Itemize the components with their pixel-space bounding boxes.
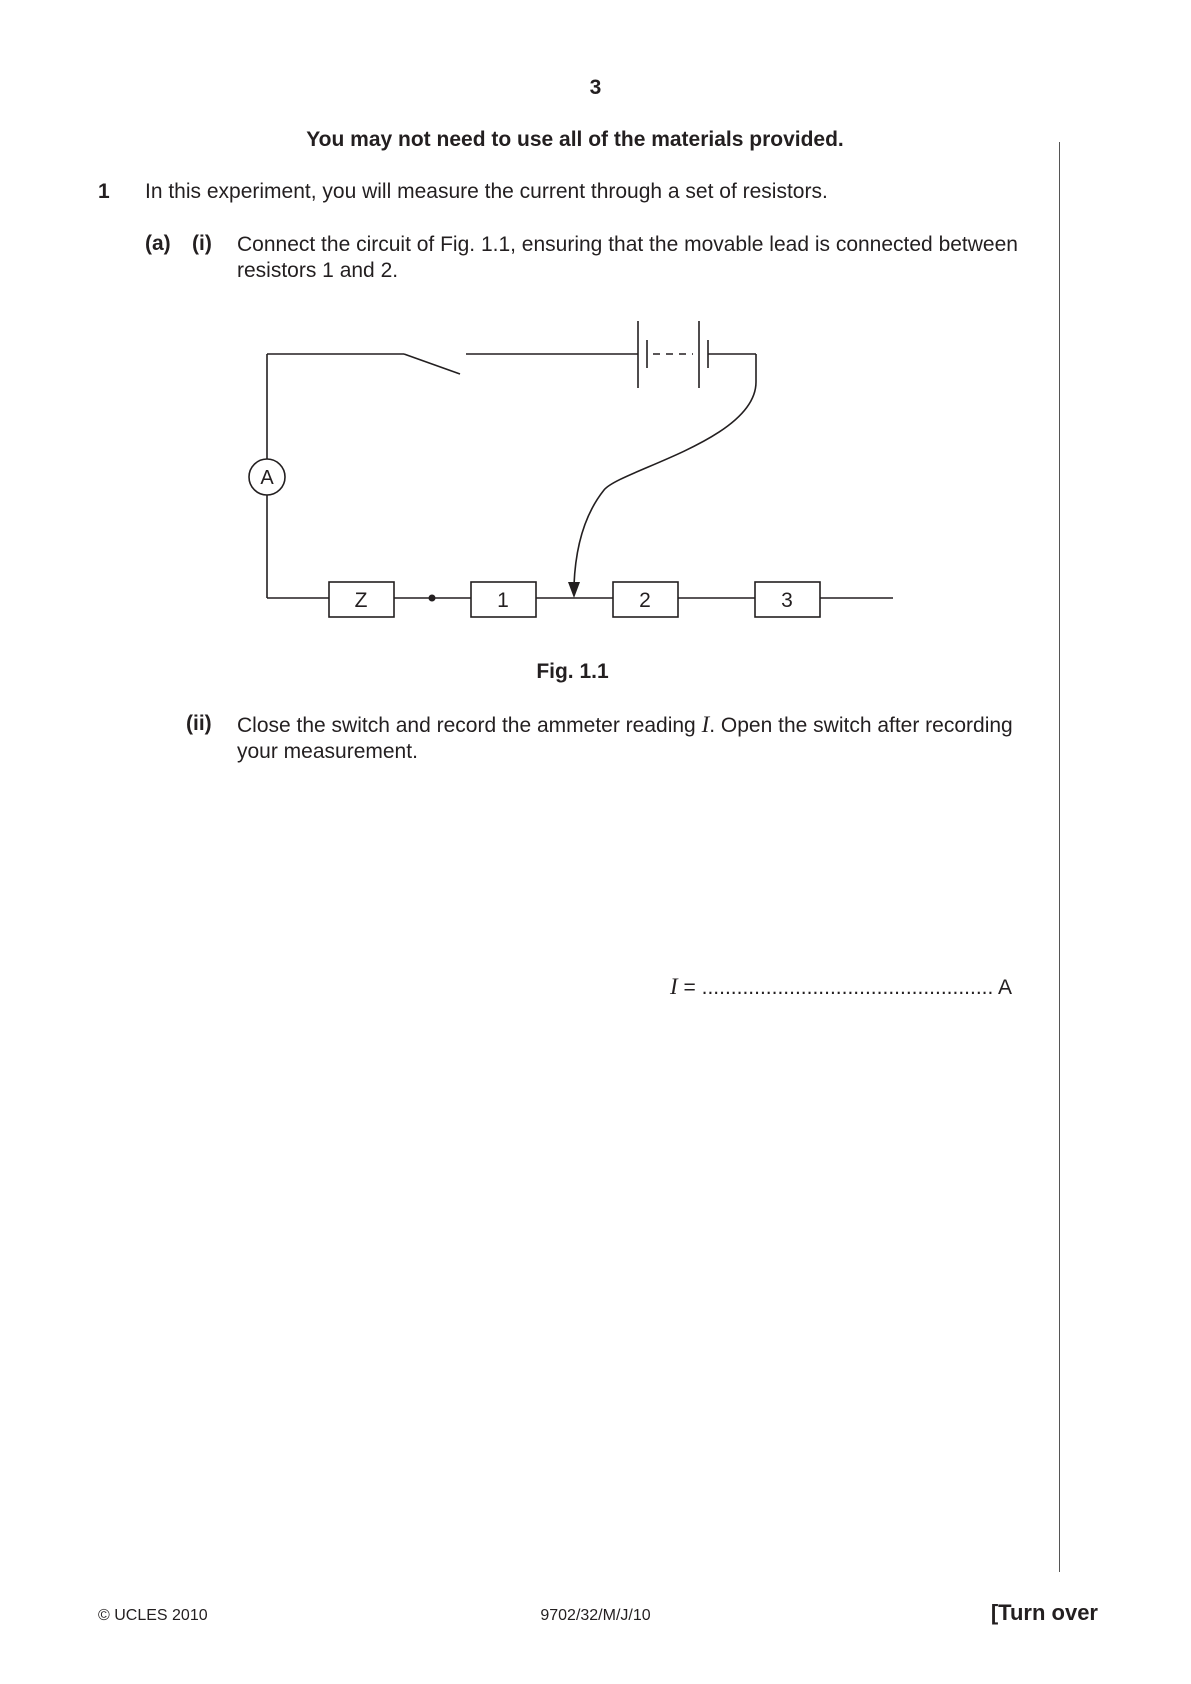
part-ii-text-before: Close the switch and record the ammeter reading [237, 714, 702, 737]
footer-paper-code: 9702/32/M/J/10 [540, 1607, 651, 1624]
question-text: In this experiment, you will measure the current through a set of resistors. [145, 180, 828, 203]
ammeter-label: A [260, 467, 274, 489]
materials-instruction: You may not need to use all of the materials provided. [306, 128, 844, 151]
lead-arrowhead [568, 582, 580, 598]
current-symbol: I [701, 712, 710, 737]
answer-symbol: I [670, 974, 678, 999]
resistor-z-label: Z [354, 589, 368, 612]
page-number: 3 [589, 76, 602, 99]
answer-equals: = [677, 976, 702, 999]
part-i-text: Connect the circuit of Fig. 1.1, ensuring that the movable lead is connected between resistors 1 and 2. [237, 233, 1018, 282]
part-a-label: (a) [145, 232, 171, 255]
resistor-1-label: 1 [497, 589, 509, 612]
part-ii-text [237, 712, 1057, 765]
part-i-label: (i) [192, 232, 212, 255]
footer-copyright: © UCLES 2010 [98, 1607, 208, 1624]
part-ii-text-after: . Open the switch after recording your measurement. [237, 714, 1013, 763]
movable-lead [574, 354, 756, 585]
part-ii-label: (ii) [186, 712, 212, 735]
switch-blade [404, 354, 460, 374]
resistor-2-label: 2 [639, 589, 651, 612]
junction-dot [429, 595, 436, 602]
figure-caption: Fig. 1.1 [536, 660, 609, 683]
answer-dots[interactable]: .................................................. [701, 976, 994, 999]
answer-line[interactable] [670, 974, 1012, 1000]
footer-turn-over: [Turn over [990, 1600, 1098, 1625]
answer-unit: A [993, 976, 1013, 999]
question-number: 1 [98, 180, 110, 203]
resistor-3-label: 3 [781, 589, 793, 612]
